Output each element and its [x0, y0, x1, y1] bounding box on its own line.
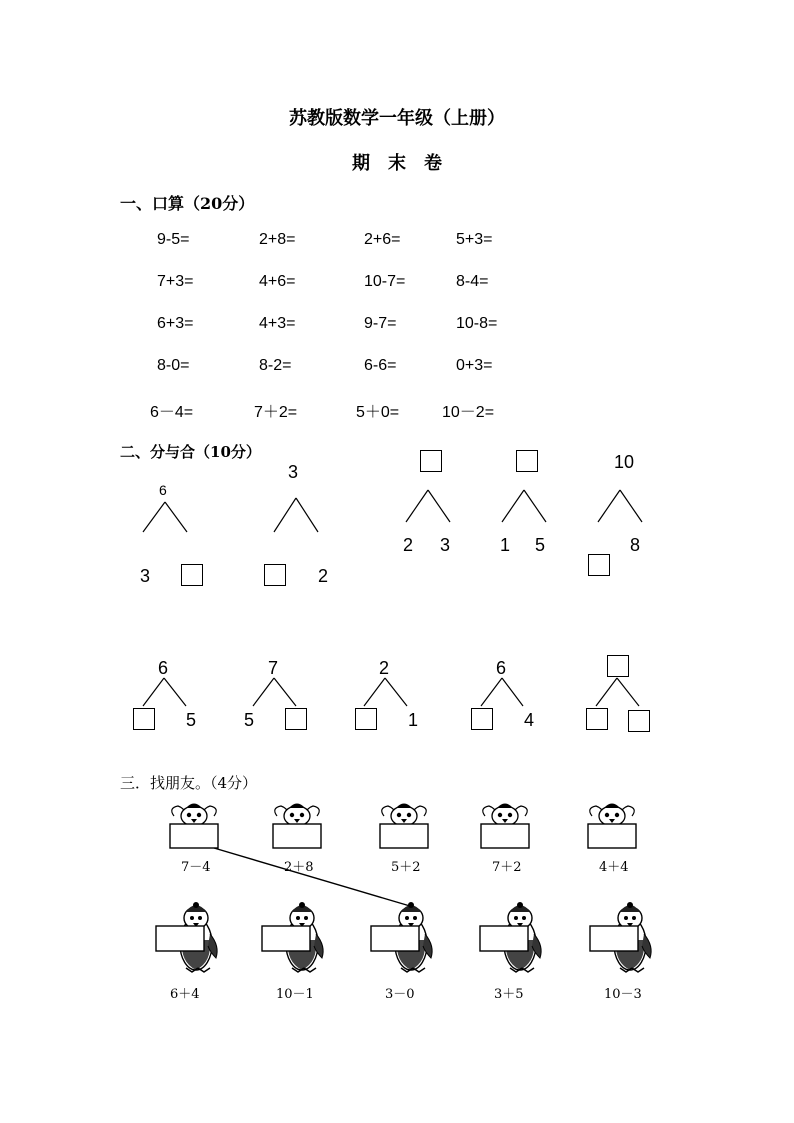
penguin-icon: [371, 902, 432, 972]
calc-item: 8-4=: [456, 273, 489, 290]
bird-icon: [273, 804, 321, 849]
penguin-sign-box[interactable]: [156, 926, 204, 951]
bond-right-number: 3: [440, 535, 451, 555]
page-subtitle: 期 末 卷: [352, 153, 442, 174]
bird-icon: [380, 804, 428, 849]
section2-heading: 二、分与合（10分）: [120, 443, 261, 461]
penguin-icon: [262, 902, 323, 972]
calc-item: 5＋0=: [356, 404, 400, 421]
section1-heading: 一、口算（20分）: [120, 194, 255, 213]
bond-right-number: 4: [524, 710, 535, 730]
calc-item: 9-5=: [157, 231, 190, 248]
bond-right-number: 2: [318, 566, 329, 586]
bond-top-number: 7: [268, 658, 279, 678]
penguin-sign-box[interactable]: [590, 926, 638, 951]
penguin-expression: 3＋5: [494, 987, 524, 1002]
bond-right-number: 1: [408, 710, 419, 730]
bird-sign-box[interactable]: [481, 824, 529, 848]
calc-item: 2+6=: [364, 231, 401, 248]
calc-item: 9-7=: [364, 315, 397, 332]
penguin-expression: 10－3: [604, 987, 642, 1002]
bond-top-number: 2: [379, 658, 390, 678]
bond-top-number: 6: [496, 658, 507, 678]
bird-sign-box[interactable]: [380, 824, 428, 848]
bird-expression: 2＋8: [284, 860, 314, 875]
bird-sign-box[interactable]: [588, 824, 636, 848]
bond-left-number: 2: [403, 535, 414, 555]
calc-item: 10－2=: [442, 404, 495, 421]
bird-sign-box[interactable]: [170, 824, 218, 848]
calc-item: 10-8=: [456, 315, 498, 332]
bird-expression: 7＋2: [492, 860, 522, 875]
bird-expression: 4＋4: [599, 860, 629, 875]
bond-right-number: 8: [630, 535, 641, 555]
calc-item: 4+6=: [259, 273, 296, 290]
penguin-icon: [156, 902, 217, 972]
calc-item: 6－4=: [150, 404, 194, 421]
penguin-expression: 10－1: [276, 987, 314, 1002]
penguin-icon: [480, 902, 541, 972]
section3-heading: 三．找朋友。（4分）: [120, 774, 258, 792]
calc-item: 8-0=: [157, 357, 190, 374]
calc-item: 6-6=: [364, 357, 397, 374]
calc-item: 7＋2=: [254, 404, 298, 421]
bond-top-number: 6: [158, 658, 169, 678]
bird-expression: 7－4: [181, 860, 211, 875]
calc-item: 8-2=: [259, 357, 292, 374]
calc-item: 10-7=: [364, 273, 406, 290]
calc-item: 0+3=: [456, 357, 493, 374]
calc-item: 2+8=: [259, 231, 296, 248]
bird-icon: [588, 804, 636, 849]
penguin-expression: 3－0: [385, 987, 415, 1002]
calc-item: 5+3=: [456, 231, 493, 248]
bird-icon: [481, 804, 529, 849]
calc-item: 6+3=: [157, 315, 194, 332]
penguin-expression: 6＋4: [170, 987, 200, 1002]
calc-item: 7+3=: [157, 273, 194, 290]
calc-item: 4+3=: [259, 315, 296, 332]
bond-right-number: 5: [535, 535, 546, 555]
bond-top-number: 10: [614, 452, 635, 472]
bond-left-number: 1: [500, 535, 511, 555]
bond-right-number: 5: [186, 710, 197, 730]
bird-expression: 5＋2: [391, 860, 421, 875]
penguin-sign-box[interactable]: [480, 926, 528, 951]
penguin-sign-box[interactable]: [262, 926, 310, 951]
penguin-sign-box[interactable]: [371, 926, 419, 951]
page-title: 苏教版数学一年级（上册）: [289, 108, 505, 129]
bond-left-number: 5: [244, 710, 255, 730]
bond-top-number: 3: [288, 462, 299, 482]
bird-sign-box[interactable]: [273, 824, 321, 848]
bond-left-number: 3: [140, 566, 151, 586]
penguin-icon: [590, 902, 651, 972]
bird-icon: [170, 804, 218, 849]
bond-top-number: 6: [159, 482, 167, 498]
